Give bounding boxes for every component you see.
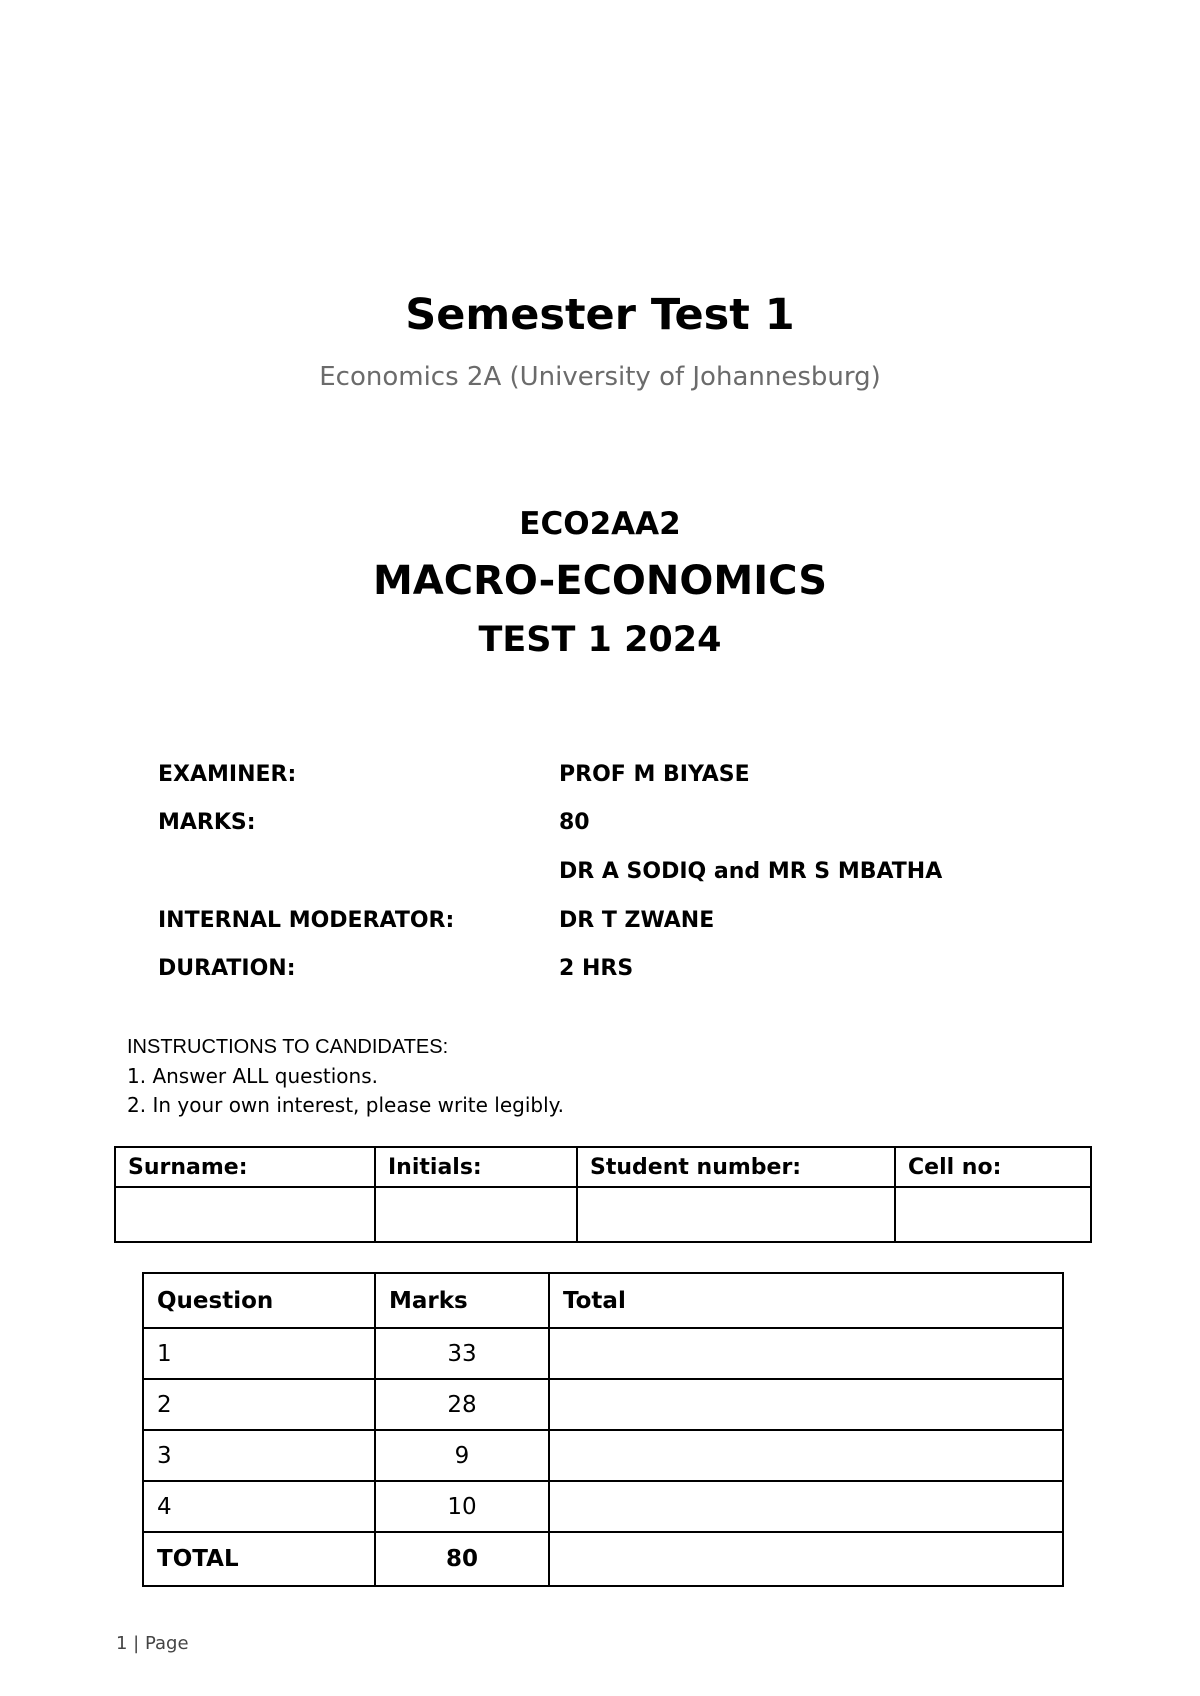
question-number: 1	[143, 1328, 375, 1379]
student-details-table	[114, 1146, 1092, 1243]
document-subtitle: Economics 2A (University of Johannesburg)	[319, 362, 881, 392]
duration-label: DURATION:	[158, 956, 296, 981]
question-total-field[interactable]	[549, 1481, 1063, 1532]
question-number: 4	[143, 1481, 375, 1532]
instructions-block	[127, 1033, 564, 1120]
course-name: MACRO-ECONOMICS	[372, 558, 828, 604]
question-total-field[interactable]	[549, 1430, 1063, 1481]
page-footer: 1 | Page	[116, 1633, 189, 1654]
question-header: Question	[143, 1273, 375, 1328]
question-marks: 10	[375, 1481, 549, 1532]
examiner-label: EXAMINER:	[158, 762, 297, 787]
instructions-heading: INSTRUCTIONS TO CANDIDATES:	[127, 1036, 449, 1058]
question-total-field[interactable]	[549, 1328, 1063, 1379]
instruction-item: 2. In your own interest, please write legibly.	[127, 1093, 565, 1117]
test-name: TEST 1 2024	[478, 620, 722, 660]
table-row	[143, 1430, 1063, 1481]
initials-header: Initials:	[375, 1147, 577, 1187]
question-marks: 9	[375, 1430, 549, 1481]
examiners-extra-value: DR A SODIQ and MR S MBATHA	[559, 859, 943, 884]
total-label: TOTAL	[143, 1532, 375, 1586]
marks-table	[142, 1272, 1064, 1587]
question-number: 2	[143, 1379, 375, 1430]
total-header: Total	[549, 1273, 1063, 1328]
question-number: 3	[143, 1430, 375, 1481]
grand-total-field[interactable]	[549, 1532, 1063, 1586]
cell-no-field[interactable]	[895, 1187, 1091, 1242]
table-row	[143, 1481, 1063, 1532]
instruction-item: 1. Answer ALL questions.	[127, 1064, 378, 1088]
question-marks: 28	[375, 1379, 549, 1430]
total-marks: 80	[375, 1532, 549, 1586]
student-number-field[interactable]	[577, 1187, 895, 1242]
duration-value: 2 HRS	[559, 956, 634, 981]
question-total-field[interactable]	[549, 1379, 1063, 1430]
marks-header: Marks	[375, 1273, 549, 1328]
course-code: ECO2AA2	[519, 506, 681, 542]
initials-field[interactable]	[375, 1187, 577, 1242]
moderator-label: INTERNAL MODERATOR:	[158, 908, 455, 933]
marks-value: 80	[559, 810, 590, 835]
marks-label: MARKS:	[158, 810, 256, 835]
question-marks: 33	[375, 1328, 549, 1379]
total-row	[143, 1532, 1063, 1586]
student-number-header: Student number:	[577, 1147, 895, 1187]
surname-field[interactable]	[115, 1187, 375, 1242]
table-row	[143, 1379, 1063, 1430]
table-row	[143, 1328, 1063, 1379]
cell-no-header: Cell no:	[895, 1147, 1091, 1187]
document-title: Semester Test 1	[405, 290, 795, 340]
moderator-value: DR T ZWANE	[559, 908, 715, 933]
surname-header: Surname:	[115, 1147, 375, 1187]
examiner-value: PROF M BIYASE	[559, 762, 750, 787]
